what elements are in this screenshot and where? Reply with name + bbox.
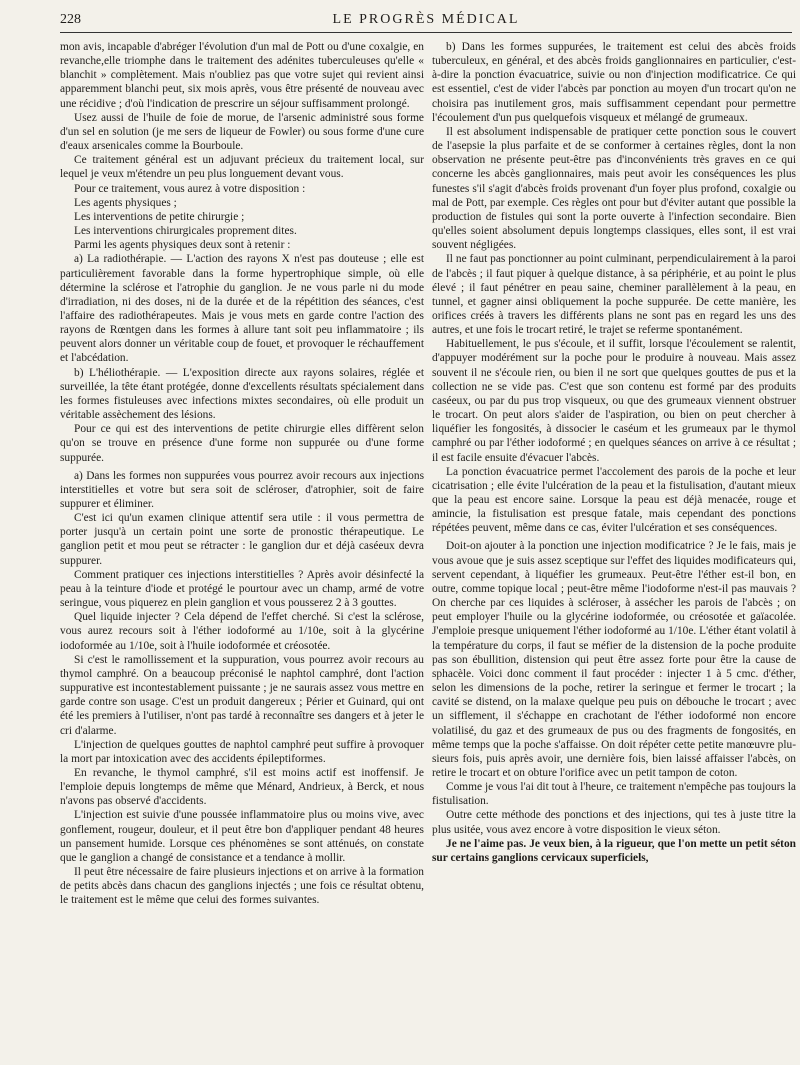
paragraph: a) Dans les formes non suppurées vous pourrez avoir recours aux injections interstitielles et votre but sera soit de scléroser, d'atrophier, soit de faire suppurer et éliminer. <box>60 469 424 510</box>
paragraph: Il est absolument indispensable de pratiquer cette ponction sous le couvert de l'asepsie la plus parfaite et de se conformer à certaines règles, dont la non observation ne présente peut-être pas d'inconvénients très graves en ce qui concerne les abcès ganglionnaires, mais peut avoir les conséquences les plus funestes s'il s'agit d'abcès froids provenant d'un foyer plus profond, coxalgie ou mal de Pott, par exemple. Ces règles ont pour but d'éviter autant que possible la production de fistules qui sont la porte ouverte à l'infection secondaire. Bien qu'elles soient absolument depuis longtemps classiques, elles sont, il est vrai souvent négligées. <box>432 125 796 252</box>
paragraph: b) Dans les formes suppurées, le traitement est celui des abcès froids tuberculeux, en général, et des abcès froids ganglionnaires en particulier, c'est-à-dire la ponction évacuatrice, suivie ou non d'injection modificatrice. Ce qui est essentiel, c'est de vider l'abcès par ponction au moyen d'un trocart qu'on ne choisira pas inutilement gros, mais suffisamment cependant pour permettre l'écoulement d'un pus quelquefois visqueux et mélangé de grumeaux. <box>432 41 796 124</box>
paragraph: Il ne faut pas ponctionner au point culminant, perpendiculairement à la paroi de l'abcès ; il faut piquer à quelque distance, à sa périphérie, et au point le plus élevé ; il faut pénétrer en peau saine, cheminer parallèlement à la peau, en tunnel, et gagner ainsi obliquement la poche suppurée. De cette manière, les orifices créés à travers les différents plans ne sont pas en regard les uns des autres, et une fois le trocart retiré, le trajet se referme spontanément. <box>432 253 796 337</box>
paragraph: Il peut être nécessaire de faire plusieurs injections et on arrive à la formation de petits abcès dans chacun des ganglions injectés ; une fois ce résultat obtenu, le traitement est le même que celui des formes suivantes. <box>60 866 424 907</box>
paragraph: Comment pratiquer ces injections interstitielles ? Après avoir désinfecté la peau à la teinture d'iode et protégé le pourtour avec un champ, armé de votre seringue, vous piquerez en plein ganglion et vous pousserez 2 à 3 gouttes. <box>60 568 424 610</box>
paragraph: Parmi les agents physiques deux sont à retenir : <box>74 239 291 252</box>
list-item: Les interventions chirurgicales proprement dites. <box>74 225 297 238</box>
paragraph: b) L'héliothérapie. — L'exposition directe aux rayons solaires, réglée et surveillée, la tête étant protégée, donne d'excellents résultats spécialement dans les formes fistuleuses avec infections mixtes secondaires, où elle produit un véritable assèchement des lésions. <box>60 366 424 422</box>
paragraph: Doit-on ajouter à la ponction une injection modificatrice ? Je le fais, mais je vous avoue que je suis assez sceptique sur l'effet des liquides modificateurs qui, servent cependant, à liquéfier les grumeaux. Peut-être l'éther est-il bon, en outre, comme topique local ; peut-être même l'iodoforme n'est-il pas mauvais ? On cherche par ces liquides à scléroser, à assécher les parois de l'abcès ; on peut employer l'huile ou la glycérine iodoformée, ou créosotée et gaïacolée. J'emploie presque uniquement l'éther iodoformé au 1/10e. L'éther étant volatil à la température du corps, il faut se méfier de la distension de la poche produite pas son ébullition, distension qui peut être assez forte pour être la cause de sphacèle. Voici donc comment il faut procéder : injecter 1 à 5 cmc. d'éther, selon les dimensions de la poche, retirer la seringue et fermer le trocart ; la cavité se distend, on la malaxe quelque peu puis on débouche le trocart ; avec un sifflement, il s'échappe en crachotant de l'éther iodoformé non encore volatilisé, du gaz et des grumeaux de pus ou des fragments de fongosités, en même temps que la poche s'affaisse. On doit répéter cette petite manœuvre plusieurs fois, puis après avoir, une dernière fois, bien laissé affaisser l'abcès, on retire le trocart et on obture l'orifice avec un petit tampon de coton. <box>432 540 796 779</box>
paragraph: Si c'est le ramollissement et la suppuration, vous pourrez avoir recours au thymol camphré. On a beaucoup préconisé le naphtol camphré, dont l'action suppurative est incontestablement puissante ; je ne saurais assez vous mettre en garde contre son usage. C'est un produit dangereux ; Périer et Guinard, qui ont été les premiers à l'utiliser, n'ont pas tardé à reconnaître ses dangers et à jeter le cri d'alarme. <box>60 653 424 737</box>
paragraph: Habituellement, le pus s'écoule, et il suffit, lorsque l'écoulement se ralentit, d'appuyer modérément sur la poche pour le produire à nouveau. Mais assez souvent il ne s'écoule rien, ou bien il ne sort que quelques gouttes de pus et la collection ne se vide pas. C'est que son contenu est formé par des produits caséeux, ou par du pus trop visqueux, ou que des grumeaux viennent obstruer le trocart. On peut alors s'aider de l'aspiration, ou bien on peut chercher à liquéfier les fongosités, à dissocier le caséum et les grumeaux par le thymol camphré ou par l'éther iodoformé ; en quelques séances on arrive à ce résultat ; il est facile ensuite d'évacuer l'abcès. <box>432 338 796 464</box>
left-column <box>60 40 424 1057</box>
paragraph: a) La radiothérapie. — L'action des rayons X n'est pas douteuse ; elle est particulièrement favorable dans la forme hypertrophique simple, où elle détermine la sclérose et l'atrophie du ganglion. Je ne vous parle ni du mode d'irradiation, ni des doses, ni de la durée et de la répétition des séances, c'est l'affaire des radiothérapeutes. Mais je vous mets en garde contre l'action des rayons de Rœntgen dans les formes à allure tant soit peu inflammatoire ; ils peuvent alors donner un véritable coup de fouet, et provoquer le réchauffement et l'abcédation. <box>60 253 424 365</box>
paragraph: Quel liquide injecter ? Cela dépend de l'effet cherché. Si c'est la sclérose, vous aurez recours soit à l'éther iodoformé au 1/10e, soit à la glycérine iodoformée au 1/10e, soit à l'huile iodoformée et créosotée. <box>60 611 424 652</box>
paragraph: Outre cette méthode des ponctions et des injections, qui tes à juste titre la plus usitée, vous avez encore à votre disposition le vieux séton. <box>432 809 796 836</box>
paragraph: mon avis, incapable d'abréger l'évolution d'un mal de Pott ou d'une coxalgie, en revanche,elle triomphe dans le traitement des adénites tuberculeuses qu'elle « blanchit » complètement. Mais n'oubliez pas que votre sujet qui revient ainsi apparemment blanchi peut, six mois après, vous être présenté de nouveau avec une récidive ; d'où l'indication de prescrire un séjour suffisamment prolongé. <box>60 41 424 110</box>
paragraph: L'injection est suivie d'une poussée inflammatoire plus ou moins vive, avec gonflement, rougeur, douleur, et il peut être bon d'appliquer pendant 48 heures un pansement humide. Lorsque ces phénomènes se sont atténués, on constate que le ganglion a changé de consistance et a tendance à mollir. <box>60 809 424 864</box>
paragraph: Je ne l'aime pas. Je veux bien, à la rigueur, que l'on mette un petit séton sur certains ganglions cervicaux superficiels, <box>432 837 796 864</box>
paragraph: Usez aussi de l'huile de foie de morue, de l'arsenic administré sous forme d'un sel en solution (je me sers de liqueur de Fowler) ou sous forme d'une cure d'eaux arsenicales comme la Bourboule. <box>60 111 424 153</box>
paragraph: C'est ici qu'un examen clinique attentif sera utile : il vous permettra de porter jusqu'à un certain point une sorte de pronostic thérapeutique. Le ganglion petit et mou peut se rétracter : le ganglion dur et déjà caséeux devra suppurer. <box>60 512 424 567</box>
paragraph: En revanche, le thymol camphré, s'il est moins actif est inoffensif. Je l'emploie depuis longtemps de même que Ménard, Andrieux, à Berck, et nous n'avons pas observé d'accidents. <box>60 766 424 808</box>
paragraph: Pour ce qui est des interventions de petite chirurgie elles diffèrent selon qu'on se trouve en présence d'une forme non suppurée ou d'une forme suppurée. <box>60 423 424 464</box>
paragraph: Comme je vous l'ai dit tout à l'heure, ce traitement n'empêche pas toujours la fistulisation. <box>432 781 796 808</box>
list-item: Les agents physiques ; <box>74 196 177 209</box>
list-item: Les interventions de petite chirurgie ; <box>74 210 245 223</box>
paragraph: L'injection de quelques gouttes de naphtol camphré peut suffire à provoquer la mort par intoxication avec des accidents épileptiformes. <box>60 738 424 765</box>
paragraph: Ce traitement général est un adjuvant précieux du traitement local, sur lequel je veux m'étendre un peu plus longuement devant vous. <box>60 154 424 181</box>
paragraph: Pour ce traitement, vous aurez à votre disposition : <box>74 182 306 195</box>
running-title: LE PROGRÈS MÉDICAL <box>332 12 520 27</box>
page-header <box>60 10 792 33</box>
page-number: 228 <box>60 12 81 27</box>
right-column <box>432 40 796 1057</box>
paragraph: La ponction évacuatrice permet l'accolement des parois de la poche et leur cicatrisation ; elle évite l'ulcération de la peau et la fistulisation, d'autant mieux que la peau est encore saine. Lorsque la peau est déjà menacée, rouge et amincie, la fistulisation est presque fatale, mais cependant des ponctions répétées peuvent, même dans ce cas, éviter l'ulcération et ses conséquences. <box>432 465 796 535</box>
